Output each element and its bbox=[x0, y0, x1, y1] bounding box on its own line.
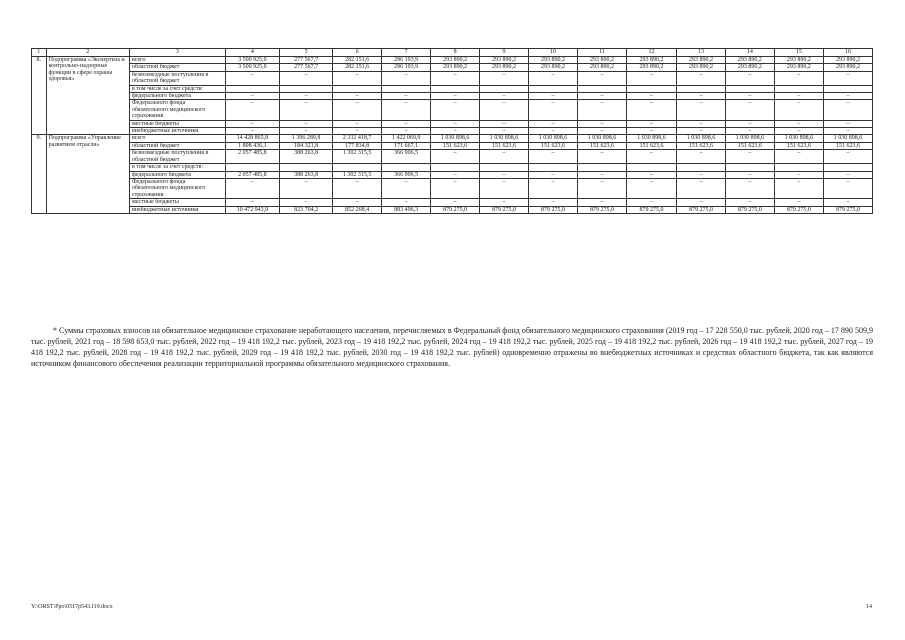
amount-cell: – bbox=[577, 128, 626, 135]
amount-cell: 282 151,6 bbox=[333, 64, 382, 71]
amount-cell: 879 275,0 bbox=[774, 206, 823, 213]
amount-cell: – bbox=[823, 128, 872, 135]
file-path: Y:\ORST\Ppo\0517p543.f19.docx bbox=[31, 604, 113, 610]
amount-cell bbox=[725, 164, 774, 171]
amount-cell: – bbox=[676, 128, 725, 135]
amount-cell: – bbox=[225, 128, 279, 135]
amount-cell: 883 496,3 bbox=[382, 206, 431, 213]
amount-cell: – bbox=[382, 100, 431, 120]
amount-cell: – bbox=[480, 93, 529, 100]
amount-cell: – bbox=[774, 120, 823, 127]
amount-cell: – bbox=[823, 100, 872, 120]
amount-cell: 184 321,8 bbox=[280, 142, 333, 149]
amount-cell: 293 890,2 bbox=[577, 64, 626, 71]
amount-cell: 293 890,2 bbox=[529, 57, 578, 64]
amount-cell: – bbox=[480, 178, 529, 198]
column-header: 7 bbox=[382, 49, 431, 57]
amount-cell: – bbox=[823, 171, 872, 178]
amount-cell: 293 890,2 bbox=[577, 57, 626, 64]
amount-cell: – bbox=[431, 93, 480, 100]
amount-cell bbox=[382, 85, 431, 92]
amount-cell: – bbox=[774, 199, 823, 206]
amount-cell: 388 263,8 bbox=[280, 150, 333, 164]
amount-cell: – bbox=[382, 120, 431, 127]
table-header-row bbox=[32, 49, 873, 57]
amount-cell bbox=[676, 164, 725, 171]
amount-cell: – bbox=[280, 199, 333, 206]
column-header: 15 bbox=[774, 49, 823, 57]
funding-source: Федерального фонда обязательного медицинского страхования bbox=[129, 178, 225, 198]
amount-cell bbox=[333, 164, 382, 171]
amount-cell: 151 623,6 bbox=[431, 142, 480, 149]
amount-cell: – bbox=[225, 199, 279, 206]
funding-source: областной бюджет bbox=[129, 64, 225, 71]
amount-cell: 14 428 865,8 bbox=[225, 135, 279, 142]
amount-cell bbox=[480, 85, 529, 92]
table-row bbox=[32, 171, 873, 178]
amount-cell: 293 890,2 bbox=[529, 64, 578, 71]
amount-cell bbox=[431, 85, 480, 92]
amount-cell: – bbox=[626, 120, 676, 127]
column-header: 9 bbox=[480, 49, 529, 57]
amount-cell: 879 275,0 bbox=[725, 206, 774, 213]
amount-cell: – bbox=[725, 71, 774, 85]
funding-source: федерального бюджета bbox=[129, 171, 225, 178]
funding-source: внебюджетные источники bbox=[129, 206, 225, 213]
table-row bbox=[32, 164, 873, 171]
amount-cell: – bbox=[280, 71, 333, 85]
amount-cell: – bbox=[823, 150, 872, 164]
program-name: Подпрограмма «Экспертиза и контрольно-надзорные функции в сфере охраны здоровья» bbox=[46, 57, 129, 135]
amount-cell: – bbox=[725, 178, 774, 198]
amount-cell: – bbox=[774, 93, 823, 100]
amount-cell: 1 030 898,6 bbox=[725, 135, 774, 142]
amount-cell: – bbox=[382, 93, 431, 100]
amount-cell bbox=[333, 85, 382, 92]
amount-cell: 1 396 289,8 bbox=[280, 135, 333, 142]
amount-cell: – bbox=[529, 71, 578, 85]
row-number: 8. bbox=[32, 57, 47, 135]
amount-cell: – bbox=[676, 120, 725, 127]
amount-cell: 1 030 898,6 bbox=[823, 135, 872, 142]
amount-cell: 879 275,0 bbox=[823, 206, 872, 213]
amount-cell: 3 500 925,0 bbox=[225, 57, 279, 64]
amount-cell: 879 275,0 bbox=[577, 206, 626, 213]
amount-cell: – bbox=[431, 128, 480, 135]
amount-cell: 1 030 898,6 bbox=[774, 135, 823, 142]
amount-cell: 293 890,2 bbox=[823, 57, 872, 64]
funding-source: всего bbox=[129, 135, 225, 142]
amount-cell bbox=[823, 85, 872, 92]
amount-cell: – bbox=[225, 100, 279, 120]
amount-cell: – bbox=[676, 150, 725, 164]
amount-cell bbox=[225, 164, 279, 171]
amount-cell: 293 890,2 bbox=[725, 64, 774, 71]
amount-cell: – bbox=[480, 171, 529, 178]
amount-cell: 2 057 485,8 bbox=[225, 171, 279, 178]
amount-cell: 366 906,5 bbox=[382, 150, 431, 164]
table-row bbox=[32, 150, 873, 164]
amount-cell: 10 472 943,9 bbox=[225, 206, 279, 213]
amount-cell: 1 302 315,5 bbox=[333, 150, 382, 164]
amount-cell: – bbox=[676, 171, 725, 178]
table-row bbox=[32, 128, 873, 135]
amount-cell bbox=[280, 164, 333, 171]
funding-source: безвозмездные поступления в областной бюджет bbox=[129, 150, 225, 164]
amount-cell: 823 704,2 bbox=[280, 206, 333, 213]
amount-cell: – bbox=[577, 71, 626, 85]
amount-cell bbox=[382, 164, 431, 171]
funding-source: внебюджетные источники bbox=[129, 128, 225, 135]
amount-cell: 1 030 898,6 bbox=[626, 135, 676, 142]
amount-cell bbox=[626, 85, 676, 92]
amount-cell: 177 834,8 bbox=[333, 142, 382, 149]
amount-cell: – bbox=[431, 120, 480, 127]
amount-cell bbox=[725, 85, 774, 92]
amount-cell: – bbox=[577, 171, 626, 178]
amount-cell: – bbox=[333, 199, 382, 206]
amount-cell: – bbox=[725, 150, 774, 164]
amount-cell: – bbox=[382, 128, 431, 135]
amount-cell: 293 890,2 bbox=[626, 64, 676, 71]
amount-cell: – bbox=[333, 178, 382, 198]
amount-cell: – bbox=[577, 93, 626, 100]
column-header: 4 bbox=[225, 49, 279, 57]
amount-cell bbox=[529, 85, 578, 92]
amount-cell: – bbox=[280, 178, 333, 198]
amount-cell: – bbox=[577, 178, 626, 198]
amount-cell: 151 623,6 bbox=[626, 142, 676, 149]
funding-source: федерального бюджета bbox=[129, 93, 225, 100]
amount-cell: 1 030 898,6 bbox=[431, 135, 480, 142]
amount-cell: – bbox=[529, 199, 578, 206]
table-row bbox=[32, 64, 873, 71]
amount-cell: 1 898 436,1 bbox=[225, 142, 279, 149]
amount-cell: 879 275,0 bbox=[431, 206, 480, 213]
amount-cell: – bbox=[626, 100, 676, 120]
amount-cell: – bbox=[774, 71, 823, 85]
amount-cell: 879 275,0 bbox=[529, 206, 578, 213]
amount-cell: 151 623,6 bbox=[676, 142, 725, 149]
amount-cell bbox=[774, 164, 823, 171]
amount-cell bbox=[480, 164, 529, 171]
amount-cell: 151 623,6 bbox=[480, 142, 529, 149]
column-header: 1 bbox=[32, 49, 47, 57]
amount-cell: – bbox=[774, 100, 823, 120]
amount-cell: – bbox=[774, 150, 823, 164]
amount-cell: 2 057 485,8 bbox=[225, 150, 279, 164]
amount-cell bbox=[431, 164, 480, 171]
amount-cell: 151 623,6 bbox=[725, 142, 774, 149]
column-header: 11 bbox=[577, 49, 626, 57]
amount-cell: 293 890,2 bbox=[431, 64, 480, 71]
amount-cell: – bbox=[676, 199, 725, 206]
amount-cell: – bbox=[480, 120, 529, 127]
amount-cell: 277 567,7 bbox=[280, 64, 333, 71]
table-row bbox=[32, 206, 873, 213]
amount-cell: 1 030 898,6 bbox=[577, 135, 626, 142]
amount-cell: 879 275,0 bbox=[480, 206, 529, 213]
amount-cell: – bbox=[823, 93, 872, 100]
amount-cell: – bbox=[725, 199, 774, 206]
amount-cell bbox=[225, 85, 279, 92]
column-header: 3 bbox=[129, 49, 225, 57]
amount-cell: – bbox=[529, 100, 578, 120]
amount-cell: 852 268,4 bbox=[333, 206, 382, 213]
amount-cell: 2 332 418,7 bbox=[333, 135, 382, 142]
funding-source: всего bbox=[129, 57, 225, 64]
amount-cell: – bbox=[225, 178, 279, 198]
column-header: 14 bbox=[725, 49, 774, 57]
amount-cell bbox=[626, 164, 676, 171]
amount-cell bbox=[577, 164, 626, 171]
amount-cell: 293 890,2 bbox=[676, 64, 725, 71]
amount-cell: – bbox=[626, 178, 676, 198]
amount-cell: 388 263,8 bbox=[280, 171, 333, 178]
page-number: 14 bbox=[866, 604, 872, 610]
amount-cell: 1 302 315,5 bbox=[333, 171, 382, 178]
amount-cell: – bbox=[431, 100, 480, 120]
amount-cell: 296 193,9 bbox=[382, 57, 431, 64]
amount-cell: – bbox=[480, 150, 529, 164]
table-row bbox=[32, 93, 873, 100]
amount-cell: 282 151,6 bbox=[333, 57, 382, 64]
amount-cell: – bbox=[225, 71, 279, 85]
amount-cell bbox=[823, 164, 872, 171]
amount-cell: – bbox=[333, 71, 382, 85]
amount-cell: – bbox=[626, 93, 676, 100]
amount-cell bbox=[280, 85, 333, 92]
amount-cell: – bbox=[280, 100, 333, 120]
amount-cell: – bbox=[577, 120, 626, 127]
amount-cell: 151 623,6 bbox=[774, 142, 823, 149]
amount-cell: – bbox=[480, 128, 529, 135]
amount-cell: – bbox=[431, 178, 480, 198]
amount-cell: 1 422 069,9 bbox=[382, 135, 431, 142]
column-header: 10 bbox=[529, 49, 578, 57]
amount-cell: – bbox=[382, 178, 431, 198]
amount-cell: – bbox=[280, 93, 333, 100]
amount-cell: 293 890,2 bbox=[626, 57, 676, 64]
amount-cell: – bbox=[577, 100, 626, 120]
amount-cell: 1 030 898,6 bbox=[529, 135, 578, 142]
amount-cell: – bbox=[529, 120, 578, 127]
amount-cell: – bbox=[529, 128, 578, 135]
funding-source: местные бюджеты bbox=[129, 199, 225, 206]
amount-cell: – bbox=[676, 71, 725, 85]
table-row bbox=[32, 142, 873, 149]
amount-cell: 879 275,0 bbox=[626, 206, 676, 213]
amount-cell: 171 667,1 bbox=[382, 142, 431, 149]
amount-cell: 293 890,2 bbox=[774, 64, 823, 71]
amount-cell: 293 890,2 bbox=[480, 64, 529, 71]
amount-cell: – bbox=[225, 93, 279, 100]
column-header: 2 bbox=[46, 49, 129, 57]
row-number: 9. bbox=[32, 135, 47, 213]
amount-cell: – bbox=[725, 100, 774, 120]
amount-cell: – bbox=[333, 93, 382, 100]
column-header: 12 bbox=[626, 49, 676, 57]
program-name: Подпрограмма «Управление развитием отрасли» bbox=[46, 135, 129, 213]
funding-source: областной бюджет bbox=[129, 142, 225, 149]
amount-cell bbox=[577, 85, 626, 92]
table-row bbox=[32, 178, 873, 198]
amount-cell: 151 623,6 bbox=[823, 142, 872, 149]
funding-source: безвозмездные поступления в областной бюджет bbox=[129, 71, 225, 85]
amount-cell: – bbox=[725, 171, 774, 178]
amount-cell: 293 890,2 bbox=[431, 57, 480, 64]
amount-cell: 1 030 898,6 bbox=[480, 135, 529, 142]
amount-cell: – bbox=[529, 93, 578, 100]
amount-cell: – bbox=[676, 93, 725, 100]
funding-source: в том числе за счет средств: bbox=[129, 85, 225, 92]
amount-cell: 293 890,2 bbox=[823, 64, 872, 71]
table-row bbox=[32, 120, 873, 127]
amount-cell bbox=[676, 85, 725, 92]
column-header: 6 bbox=[333, 49, 382, 57]
amount-cell: – bbox=[725, 93, 774, 100]
amount-cell: – bbox=[774, 128, 823, 135]
funding-source: в том числе за счет средств: bbox=[129, 164, 225, 171]
amount-cell: – bbox=[577, 150, 626, 164]
amount-cell bbox=[774, 85, 823, 92]
amount-cell: – bbox=[431, 71, 480, 85]
amount-cell bbox=[529, 164, 578, 171]
table-row bbox=[32, 100, 873, 120]
amount-cell: – bbox=[431, 199, 480, 206]
amount-cell: 293 890,2 bbox=[774, 57, 823, 64]
amount-cell: 293 890,2 bbox=[676, 57, 725, 64]
footnote: * Суммы страховых взносов на обязательное медицинское страхование неработающего населения, перечисляемых в Федеральный фонд обязательного медицинского страхования (2019 год – 17 228 550,0 тыс. рублей, 2020 год – 17 890 509,9 тыс. рублей, 2021 год – 18 598 653,0 тыс. рублей, 2022 год – 19 418 192,2 тыс. рублей, 2023 год – 19 418 192,2 тыс. рублей, 2024 год – 19 418 192,2 тыс. рублей, 2025 год – 19 418 192,2 тыс. рублей, 2026 год – 19 418 192,2 тыс. рублей, 2027 год – 19 418 192,2 тыс. рублей, 2028 год – 19 418 192,2 тыс. рублей, 2029 год – 19 418 192,2 тыс. рублей, 2030 год – 19 418 192,2 тыс. рублей) одновременно отражены во внебюджетных источниках и средствах областного бюджета, так как являются источником финансового обеспечения реализации территориальной программы обязательного медицинского страхования. bbox=[31, 326, 873, 368]
amount-cell: 296 193,9 bbox=[382, 64, 431, 71]
amount-cell: – bbox=[480, 100, 529, 120]
table-row bbox=[32, 57, 873, 64]
table-row bbox=[32, 85, 873, 92]
amount-cell: – bbox=[529, 150, 578, 164]
amount-cell: – bbox=[480, 199, 529, 206]
amount-cell: – bbox=[725, 128, 774, 135]
amount-cell: – bbox=[529, 178, 578, 198]
amount-cell: – bbox=[626, 71, 676, 85]
amount-cell: 277 567,7 bbox=[280, 57, 333, 64]
amount-cell: 293 890,2 bbox=[480, 57, 529, 64]
amount-cell: 879 275,0 bbox=[676, 206, 725, 213]
amount-cell: – bbox=[823, 199, 872, 206]
table-row bbox=[32, 71, 873, 85]
amount-cell: 366 906,5 bbox=[382, 171, 431, 178]
amount-cell: – bbox=[382, 71, 431, 85]
amount-cell: 151 623,6 bbox=[529, 142, 578, 149]
amount-cell: – bbox=[725, 120, 774, 127]
amount-cell: – bbox=[333, 100, 382, 120]
amount-cell: – bbox=[529, 171, 578, 178]
amount-cell: – bbox=[431, 150, 480, 164]
amount-cell: – bbox=[774, 171, 823, 178]
funding-source: местные бюджеты bbox=[129, 120, 225, 127]
amount-cell: – bbox=[774, 178, 823, 198]
amount-cell: – bbox=[280, 120, 333, 127]
amount-cell: – bbox=[626, 150, 676, 164]
amount-cell: 3 500 925,0 bbox=[225, 64, 279, 71]
amount-cell: – bbox=[823, 71, 872, 85]
amount-cell: – bbox=[676, 178, 725, 198]
column-header: 16 bbox=[823, 49, 872, 57]
amount-cell: – bbox=[676, 100, 725, 120]
amount-cell: – bbox=[382, 199, 431, 206]
amount-cell: – bbox=[225, 120, 279, 127]
column-header: 5 bbox=[280, 49, 333, 57]
table-row bbox=[32, 135, 873, 142]
amount-cell: 293 890,2 bbox=[725, 57, 774, 64]
amount-cell: – bbox=[333, 128, 382, 135]
column-header: 13 bbox=[676, 49, 725, 57]
table-row bbox=[32, 199, 873, 206]
funding-source: Федерального фонда обязательного медицинского страхования bbox=[129, 100, 225, 120]
amount-cell: – bbox=[823, 120, 872, 127]
amount-cell: 1 030 898,6 bbox=[676, 135, 725, 142]
amount-cell: – bbox=[280, 128, 333, 135]
amount-cell: – bbox=[626, 199, 676, 206]
column-header: 8 bbox=[431, 49, 480, 57]
amount-cell: 151 623,6 bbox=[577, 142, 626, 149]
amount-cell: – bbox=[333, 120, 382, 127]
amount-cell: – bbox=[577, 199, 626, 206]
budget-table bbox=[31, 48, 873, 214]
amount-cell: – bbox=[431, 171, 480, 178]
amount-cell: – bbox=[823, 178, 872, 198]
amount-cell: – bbox=[626, 171, 676, 178]
amount-cell: – bbox=[626, 128, 676, 135]
amount-cell: – bbox=[480, 71, 529, 85]
